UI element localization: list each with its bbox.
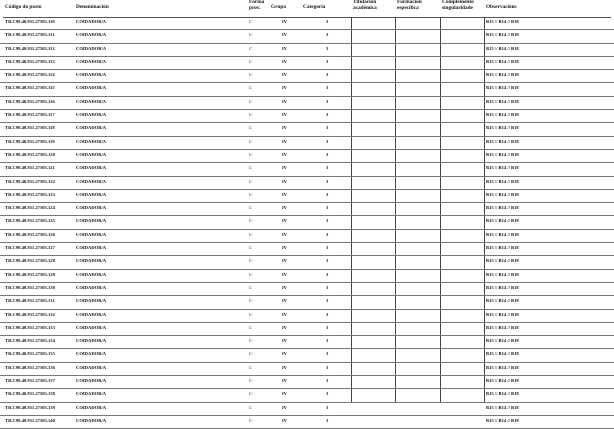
cell-grupo: IV [282,19,288,24]
cell-denominacion: COIDADOR/A [76,324,107,330]
cell-forma-prov: C [249,45,253,51]
cell-observacions: B15 // B14 // B18 [486,351,519,357]
cell-observacions: B15 // B14 // B18 [486,245,519,251]
cell-denominacion: COIDADOR/A [76,32,107,38]
table-row [0,336,614,349]
cell-grupo: IV [282,284,288,290]
header-codigo: Código do posto [5,4,42,10]
cell-codigo: TR.C99.40.931.27503.135 [5,351,55,357]
cell-forma-prov: C [249,245,253,251]
cell-grupo: IV [282,258,288,264]
table-row [0,270,614,283]
cell-categoria: 3 [326,258,329,264]
cell-forma-prov: C [249,85,253,91]
table-row [0,283,614,296]
cell-observacions: B15 // B14 // B18 [486,45,519,51]
cell-observacions: B15 // B14 // B18 [486,231,519,237]
table-row [0,163,614,176]
cell-observacions: B15 // B14 // B18 [486,378,519,384]
cell-observacions: B15 // B14 // B18 [486,191,519,197]
cell-grupo: IV [282,218,288,224]
cell-observacions: B15 // B14 // B18 [486,271,519,277]
cell-observacions: B15 // B14 // B18 [486,178,519,184]
cell-observacions: B15 // B14 // B18 [486,125,519,131]
cell-codigo: TR.C99.40.931.27503.116 [5,98,55,104]
cell-observacions: B15 // B14 // B18 [486,404,519,410]
cell-forma-prov: C [249,191,253,197]
cell-forma-prov: C [249,32,253,38]
cell-codigo: TR.C99.40.931.27503.140 [5,417,55,423]
cell-denominacion: COIDADOR/A [76,218,107,224]
cell-grupo: IV [282,112,288,118]
cell-grupo: IV [282,98,288,104]
cell-denominacion: COIDADOR/A [76,378,107,384]
cell-denominacion: COIDADOR/A [76,85,107,91]
cell-codigo: TR.C99.40.931.27503.120 [5,151,55,157]
cell-categoria: 3 [326,378,329,384]
cell-grupo: IV [282,191,288,197]
cell-categoria: 3 [326,125,329,131]
cell-denominacion: COIDADOR/A [76,45,107,51]
header-forma-prov: Forma prov. [249,0,265,11]
table-row [0,230,614,243]
cell-categoria: 3 [326,151,329,157]
table-row [0,349,614,362]
cell-denominacion: COIDADOR/A [76,72,107,78]
cell-categoria: 3 [326,85,329,91]
table-row [0,323,614,336]
cell-categoria: 3 [326,72,329,78]
cell-observacions: B15 // B14 // B18 [486,391,519,397]
cell-observacions: B15 // B14 // B18 [486,258,519,264]
cell-categoria: 3 [326,178,329,184]
cell-forma-prov: C [249,205,253,211]
cell-denominacion: COIDADOR/A [76,151,107,157]
cell-grupo: IV [282,391,288,397]
cell-forma-prov: C [249,258,253,264]
cell-grupo: IV [282,231,288,237]
table-row [0,190,614,203]
cell-forma-prov: C [249,19,253,24]
cell-codigo: TR.C99.40.931.27503.124 [5,205,55,211]
cell-categoria: 3 [326,417,329,423]
cell-observacions: B15 // B14 // B18 [486,205,519,211]
cell-categoria: 3 [326,298,329,304]
cell-observacions: B15 // B14 // B18 [486,32,519,38]
cell-grupo: IV [282,205,288,211]
cell-codigo: TR.C99.40.931.27503.115 [5,85,55,91]
cell-observacions: B15 // B14 // B18 [486,311,519,317]
cell-grupo: IV [282,351,288,357]
cell-observacions: B15 // B14 // B18 [486,165,519,171]
cell-denominacion: COIDADOR/A [76,245,107,251]
cell-observacions: B15 // B14 // B18 [486,218,519,224]
cell-codigo: TR.C99.40.931.27503.114 [5,72,55,78]
cell-codigo: TR.C99.40.931.27503.131 [5,298,55,304]
header-titulacion: Titulación académica [353,0,377,11]
cell-observacions: B15 // B14 // B18 [486,19,519,24]
cell-forma-prov: C [249,417,253,423]
table-row [0,256,614,269]
header-categoria: Categoría [303,4,326,10]
cell-codigo: TR.C99.40.931.27503.138 [5,391,55,397]
cell-denominacion: COIDADOR/A [76,271,107,277]
cell-codigo: TR.C99.40.931.27503.126 [5,231,55,237]
table-row [0,30,614,43]
cell-categoria: 3 [326,138,329,144]
cell-categoria: 3 [326,165,329,171]
cell-categoria: 3 [326,351,329,357]
header-complemento: Complemento singularidade [442,0,474,11]
cell-forma-prov: C [249,338,253,344]
cell-observacions: B15 // B14 // B18 [486,324,519,330]
cell-observacions: B15 // B14 // B18 [486,112,519,118]
cell-observacions: B15 // B14 // B18 [486,98,519,104]
cell-grupo: IV [282,151,288,157]
cell-grupo: IV [282,311,288,317]
cell-grupo: IV [282,32,288,38]
table-row [0,403,614,416]
cell-denominacion: COIDADOR/A [76,112,107,118]
cell-codigo: TR.C99.40.931.27503.136 [5,364,55,370]
cell-denominacion: COIDADOR/A [76,338,107,344]
cell-forma-prov: C [249,364,253,370]
cell-denominacion: COIDADOR/A [76,125,107,131]
cell-categoria: 3 [326,404,329,410]
cell-codigo: TR.C99.40.931.27503.132 [5,311,55,317]
cell-grupo: IV [282,298,288,304]
cell-observacions: B15 // B14 // B18 [486,138,519,144]
cell-categoria: 3 [326,364,329,370]
cell-denominacion: COIDADOR/A [76,178,107,184]
cell-categoria: 3 [326,205,329,211]
cell-categoria: 3 [326,112,329,118]
table-row [0,376,614,389]
cell-forma-prov: C [249,404,253,410]
cell-codigo: TR.C99.40.931.27503.117 [5,112,55,118]
cell-grupo: IV [282,378,288,384]
cell-codigo: TR.C99.40.931.27503.125 [5,218,55,224]
table-row [0,110,614,123]
cell-codigo: TR.C99.40.931.27503.133 [5,324,55,330]
cell-forma-prov: C [249,165,253,171]
cell-categoria: 3 [326,45,329,51]
header-formacion: Formación específica [397,0,422,11]
cell-categoria: 3 [326,19,329,24]
cell-forma-prov: C [249,351,253,357]
cell-observacions: B15 // B14 // B18 [486,364,519,370]
cell-denominacion: COIDADOR/A [76,19,107,24]
table-row [0,17,614,30]
cell-grupo: IV [282,245,288,251]
table-row [0,216,614,229]
cell-forma-prov: C [249,284,253,290]
table-row [0,310,614,323]
cell-denominacion: COIDADOR/A [76,391,107,397]
cell-grupo: IV [282,338,288,344]
cell-denominacion: COIDADOR/A [76,98,107,104]
cell-codigo: TR.C99.40.931.27503.130 [5,284,55,290]
cell-denominacion: COIDADOR/A [76,364,107,370]
cell-forma-prov: C [249,324,253,330]
cell-forma-prov: C [249,98,253,104]
header-denominacion: Denominación [76,4,109,10]
cell-codigo: TR.C99.40.931.27503.129 [5,271,55,277]
cell-forma-prov: C [249,178,253,184]
cell-categoria: 3 [326,231,329,237]
table-row [0,389,614,402]
cell-codigo: TR.C99.40.931.27503.122 [5,178,55,184]
cell-codigo: TR.C99.40.931.27503.137 [5,378,55,384]
cell-denominacion: COIDADOR/A [76,298,107,304]
cell-observacions: B15 // B14 // B18 [486,72,519,78]
cell-observacions: B15 // B14 // B18 [486,417,519,423]
cell-grupo: IV [282,72,288,78]
table-row [0,57,614,70]
header-grupo: Grupo [271,4,287,10]
cell-codigo: TR.C99.40.931.27503.118 [5,125,55,131]
cell-grupo: IV [282,165,288,171]
table-row [0,83,614,96]
cell-observacions: B15 // B14 // B18 [486,338,519,344]
cell-codigo: TR.C99.40.931.27503.110 [5,19,55,24]
cell-codigo: TR.C99.40.931.27503.128 [5,258,55,264]
cell-categoria: 3 [326,311,329,317]
cell-categoria: 3 [326,284,329,290]
cell-codigo: TR.C99.40.931.27503.139 [5,404,55,410]
cell-codigo: TR.C99.40.931.27503.111 [5,32,55,38]
cell-forma-prov: C [249,391,253,397]
table-row [0,203,614,216]
cell-forma-prov: C [249,218,253,224]
header-observacions: Observacións [486,4,517,10]
table-row [0,243,614,256]
cell-denominacion: COIDADOR/A [76,417,107,423]
cell-forma-prov: C [249,58,253,64]
table-row [0,123,614,136]
cell-codigo: TR.C99.40.931.27503.123 [5,191,55,197]
cell-forma-prov: C [249,112,253,118]
cell-denominacion: COIDADOR/A [76,404,107,410]
cell-denominacion: COIDADOR/A [76,258,107,264]
cell-denominacion: COIDADOR/A [76,351,107,357]
cell-codigo: TR.C99.40.931.27503.113 [5,58,55,64]
cell-forma-prov: C [249,271,253,277]
cell-denominacion: COIDADOR/A [76,205,107,211]
cell-codigo: TR.C99.40.931.27503.121 [5,165,55,171]
cell-observacions: B15 // B14 // B18 [486,151,519,157]
table-body [0,17,614,429]
cell-denominacion: COIDADOR/A [76,138,107,144]
table-row [0,137,614,150]
cell-grupo: IV [282,138,288,144]
cell-forma-prov: C [249,138,253,144]
cell-forma-prov: C [249,378,253,384]
cell-grupo: IV [282,404,288,410]
cell-grupo: IV [282,271,288,277]
cell-grupo: IV [282,324,288,330]
cell-forma-prov: C [249,231,253,237]
cell-forma-prov: C [249,151,253,157]
cell-categoria: 3 [326,391,329,397]
cell-observacions: B15 // B14 // B18 [486,298,519,304]
table-row [0,177,614,190]
table-row [0,44,614,57]
cell-denominacion: COIDADOR/A [76,311,107,317]
cell-grupo: IV [282,364,288,370]
table-row [0,97,614,110]
cell-grupo: IV [282,58,288,64]
cell-categoria: 3 [326,98,329,104]
cell-denominacion: COIDADOR/A [76,165,107,171]
cell-forma-prov: C [249,311,253,317]
cell-observacions: B15 // B14 // B18 [486,284,519,290]
cell-categoria: 3 [326,338,329,344]
cell-grupo: IV [282,178,288,184]
cell-denominacion: COIDADOR/A [76,284,107,290]
table-row [0,150,614,163]
cell-denominacion: COIDADOR/A [76,58,107,64]
cell-observacions: B15 // B14 // B18 [486,58,519,64]
table-row [0,363,614,376]
cell-grupo: IV [282,417,288,423]
cell-grupo: IV [282,85,288,91]
cell-categoria: 3 [326,32,329,38]
cell-forma-prov: C [249,72,253,78]
table-row [0,416,614,429]
table-header [0,0,614,17]
cell-forma-prov: C [249,125,253,131]
cell-codigo: TR.C99.40.931.27503.112 [5,45,55,51]
table-row [0,70,614,83]
cell-categoria: 3 [326,218,329,224]
cell-categoria: 3 [326,191,329,197]
cell-codigo: TR.C99.40.931.27503.119 [5,138,55,144]
cell-codigo: TR.C99.40.931.27503.134 [5,338,55,344]
cell-categoria: 3 [326,58,329,64]
cell-denominacion: COIDADOR/A [76,231,107,237]
cell-categoria: 3 [326,245,329,251]
cell-grupo: IV [282,125,288,131]
cell-denominacion: COIDADOR/A [76,191,107,197]
cell-observacions: B15 // B14 // B18 [486,85,519,91]
cell-codigo: TR.C99.40.931.27503.127 [5,245,55,251]
cell-categoria: 3 [326,324,329,330]
cell-categoria: 3 [326,271,329,277]
cell-forma-prov: C [249,298,253,304]
cell-grupo: IV [282,45,288,51]
table-row [0,296,614,309]
